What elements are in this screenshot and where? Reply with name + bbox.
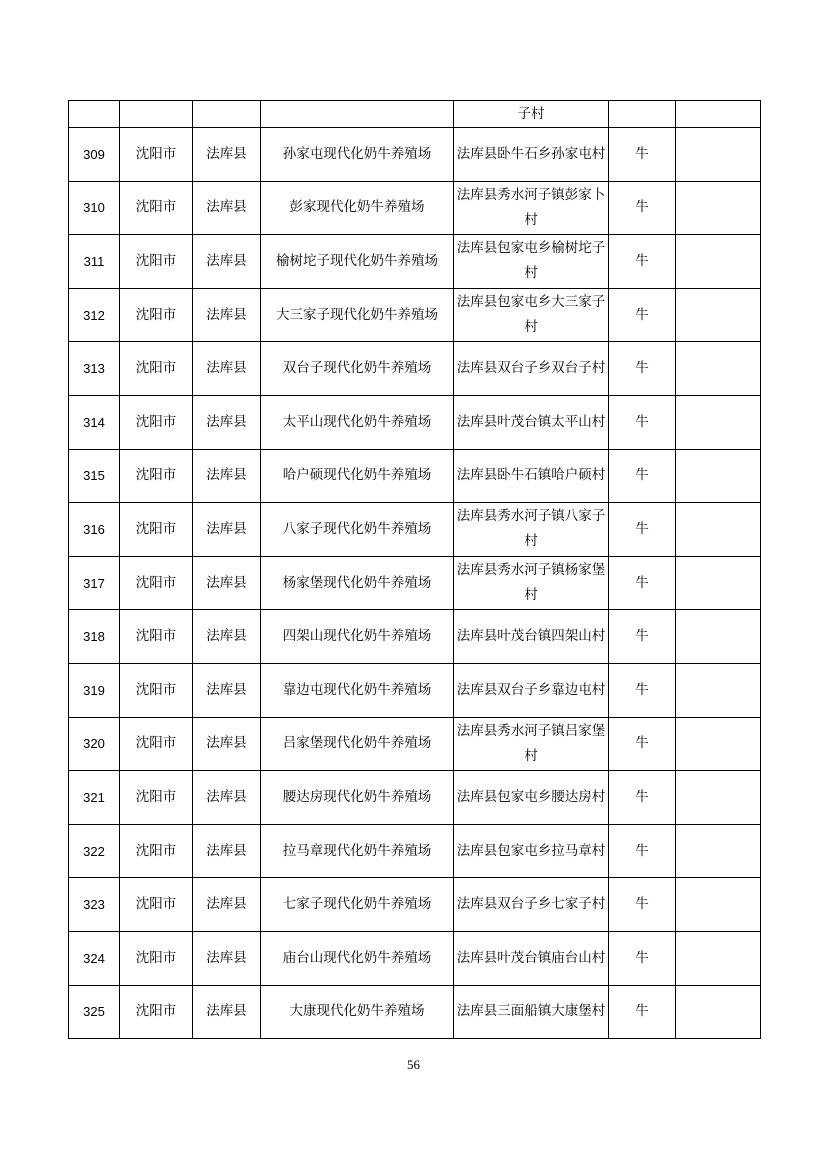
table-row	[69, 878, 761, 932]
cell-name: 八家子现代化奶牛养殖场	[261, 503, 454, 557]
cell-address: 法库县双台子乡七家子村	[454, 878, 609, 932]
table-body	[69, 101, 761, 1039]
cell-no: 319	[69, 663, 120, 717]
cell-no: 316	[69, 503, 120, 557]
cell-address: 法库县包家屯乡榆树坨子村	[454, 235, 609, 289]
cell-name: 拉马章现代化奶牛养殖场	[261, 824, 454, 878]
cell-note	[676, 663, 761, 717]
cell-type: 牛	[609, 395, 676, 449]
table-row-continued	[69, 101, 761, 128]
cell-note	[676, 181, 761, 235]
table-row	[69, 288, 761, 342]
cell-address: 法库县卧牛石镇哈户硕村	[454, 449, 609, 503]
cell-name: 彭家现代化奶牛养殖场	[261, 181, 454, 235]
cell-note	[676, 288, 761, 342]
cell-city: 沈阳市	[120, 717, 193, 771]
cell-no: 315	[69, 449, 120, 503]
cell-county: 法库县	[193, 878, 261, 932]
cell-city: 沈阳市	[120, 556, 193, 610]
cell-city: 沈阳市	[120, 985, 193, 1039]
table-row	[69, 663, 761, 717]
cell-city: 沈阳市	[120, 931, 193, 985]
cell-county: 法库县	[193, 985, 261, 1039]
cell-type: 牛	[609, 878, 676, 932]
cell-county: 法库县	[193, 610, 261, 664]
cell-note	[676, 878, 761, 932]
cell-county: 法库县	[193, 449, 261, 503]
cell-note	[676, 610, 761, 664]
cell-address: 法库县秀水河子镇杨家堡村	[454, 556, 609, 610]
cell-address: 法库县卧牛石乡孙家屯村	[454, 128, 609, 182]
cell-name: 腰达房现代化奶牛养殖场	[261, 771, 454, 825]
cell-type: 牛	[609, 824, 676, 878]
cell-name: 太平山现代化奶牛养殖场	[261, 395, 454, 449]
table-row	[69, 342, 761, 396]
cell-no: 312	[69, 288, 120, 342]
cell-no: 321	[69, 771, 120, 825]
cell-note	[676, 931, 761, 985]
cell-county: 法库县	[193, 235, 261, 289]
cell-address: 法库县双台子乡双台子村	[454, 342, 609, 396]
table-row	[69, 771, 761, 825]
cell-name: 庙台山现代化奶牛养殖场	[261, 931, 454, 985]
cell-county: 法库县	[193, 342, 261, 396]
cell-address: 法库县双台子乡靠边屯村	[454, 663, 609, 717]
cell-type: 牛	[609, 985, 676, 1039]
cell-name: 孙家屯现代化奶牛养殖场	[261, 128, 454, 182]
cell-name: 七家子现代化奶牛养殖场	[261, 878, 454, 932]
cell-note	[676, 235, 761, 289]
cell-address: 法库县叶茂台镇太平山村	[454, 395, 609, 449]
cell-address: 法库县叶茂台镇庙台山村	[454, 931, 609, 985]
cell-city: 沈阳市	[120, 288, 193, 342]
cell-type: 牛	[609, 503, 676, 557]
cell-county: 法库县	[193, 824, 261, 878]
cell-no: 322	[69, 824, 120, 878]
cell-county	[193, 101, 261, 128]
cell-note	[676, 101, 761, 128]
table-row	[69, 395, 761, 449]
cell-no: 318	[69, 610, 120, 664]
cell-note	[676, 824, 761, 878]
cell-type: 牛	[609, 342, 676, 396]
cell-note	[676, 503, 761, 557]
cell-no: 317	[69, 556, 120, 610]
cell-name: 靠边屯现代化奶牛养殖场	[261, 663, 454, 717]
table-row	[69, 449, 761, 503]
table-row	[69, 610, 761, 664]
cell-no: 313	[69, 342, 120, 396]
cell-type: 牛	[609, 128, 676, 182]
cell-type: 牛	[609, 663, 676, 717]
cell-city: 沈阳市	[120, 663, 193, 717]
cell-city: 沈阳市	[120, 235, 193, 289]
cell-address: 法库县包家屯乡大三家子村	[454, 288, 609, 342]
cell-no: 323	[69, 878, 120, 932]
cell-no: 310	[69, 181, 120, 235]
cell-type: 牛	[609, 181, 676, 235]
cell-city: 沈阳市	[120, 395, 193, 449]
cell-type: 牛	[609, 610, 676, 664]
cell-city: 沈阳市	[120, 878, 193, 932]
table-row	[69, 556, 761, 610]
cell-county: 法库县	[193, 181, 261, 235]
table-row	[69, 824, 761, 878]
cell-note	[676, 717, 761, 771]
cell-address: 法库县秀水河子镇吕家堡村	[454, 717, 609, 771]
cell-note	[676, 342, 761, 396]
cell-name: 大康现代化奶牛养殖场	[261, 985, 454, 1039]
table-row	[69, 128, 761, 182]
cell-address: 法库县秀水河子镇八家子村	[454, 503, 609, 557]
cell-name: 哈户硕现代化奶牛养殖场	[261, 449, 454, 503]
cell-note	[676, 128, 761, 182]
table-row	[69, 503, 761, 557]
cell-city: 沈阳市	[120, 610, 193, 664]
table-row	[69, 181, 761, 235]
cell-no	[69, 101, 120, 128]
page-number: 56	[407, 1057, 420, 1072]
cell-no: 309	[69, 128, 120, 182]
cell-city	[120, 101, 193, 128]
cell-note	[676, 556, 761, 610]
cell-county: 法库县	[193, 503, 261, 557]
cell-address: 法库县三面船镇大康堡村	[454, 985, 609, 1039]
cell-name	[261, 101, 454, 128]
cell-city: 沈阳市	[120, 181, 193, 235]
cell-county: 法库县	[193, 556, 261, 610]
cell-type: 牛	[609, 235, 676, 289]
cell-type: 牛	[609, 931, 676, 985]
cell-address: 法库县包家屯乡拉马章村	[454, 824, 609, 878]
cell-city: 沈阳市	[120, 503, 193, 557]
cell-address: 法库县叶茂台镇四架山村	[454, 610, 609, 664]
table-row	[69, 985, 761, 1039]
cell-no: 324	[69, 931, 120, 985]
cell-city: 沈阳市	[120, 824, 193, 878]
cell-note	[676, 985, 761, 1039]
cell-name: 大三家子现代化奶牛养殖场	[261, 288, 454, 342]
cell-city: 沈阳市	[120, 771, 193, 825]
cell-name: 双台子现代化奶牛养殖场	[261, 342, 454, 396]
cell-no: 314	[69, 395, 120, 449]
cell-type: 牛	[609, 449, 676, 503]
table-row	[69, 235, 761, 289]
cell-county: 法库县	[193, 395, 261, 449]
cell-type: 牛	[609, 717, 676, 771]
cell-type	[609, 101, 676, 128]
table-row	[69, 717, 761, 771]
cell-county: 法库县	[193, 128, 261, 182]
cell-no: 311	[69, 235, 120, 289]
cell-county: 法库县	[193, 931, 261, 985]
cell-note	[676, 395, 761, 449]
cell-county: 法库县	[193, 288, 261, 342]
table-row	[69, 931, 761, 985]
cell-name: 吕家堡现代化奶牛养殖场	[261, 717, 454, 771]
cell-address: 法库县秀水河子镇彭家卜村	[454, 181, 609, 235]
cell-name: 四架山现代化奶牛养殖场	[261, 610, 454, 664]
cell-city: 沈阳市	[120, 449, 193, 503]
cell-type: 牛	[609, 771, 676, 825]
cell-no: 325	[69, 985, 120, 1039]
cell-address: 子村	[454, 101, 609, 128]
cell-no: 320	[69, 717, 120, 771]
cell-name: 榆树坨子现代化奶牛养殖场	[261, 235, 454, 289]
cell-type: 牛	[609, 556, 676, 610]
cell-name: 杨家堡现代化奶牛养殖场	[261, 556, 454, 610]
cell-city: 沈阳市	[120, 342, 193, 396]
cell-note	[676, 449, 761, 503]
cell-county: 法库县	[193, 717, 261, 771]
cell-city: 沈阳市	[120, 128, 193, 182]
farm-list-table	[68, 100, 761, 1039]
cell-type: 牛	[609, 288, 676, 342]
cell-note	[676, 771, 761, 825]
cell-county: 法库县	[193, 663, 261, 717]
cell-county: 法库县	[193, 771, 261, 825]
cell-address: 法库县包家屯乡腰达房村	[454, 771, 609, 825]
